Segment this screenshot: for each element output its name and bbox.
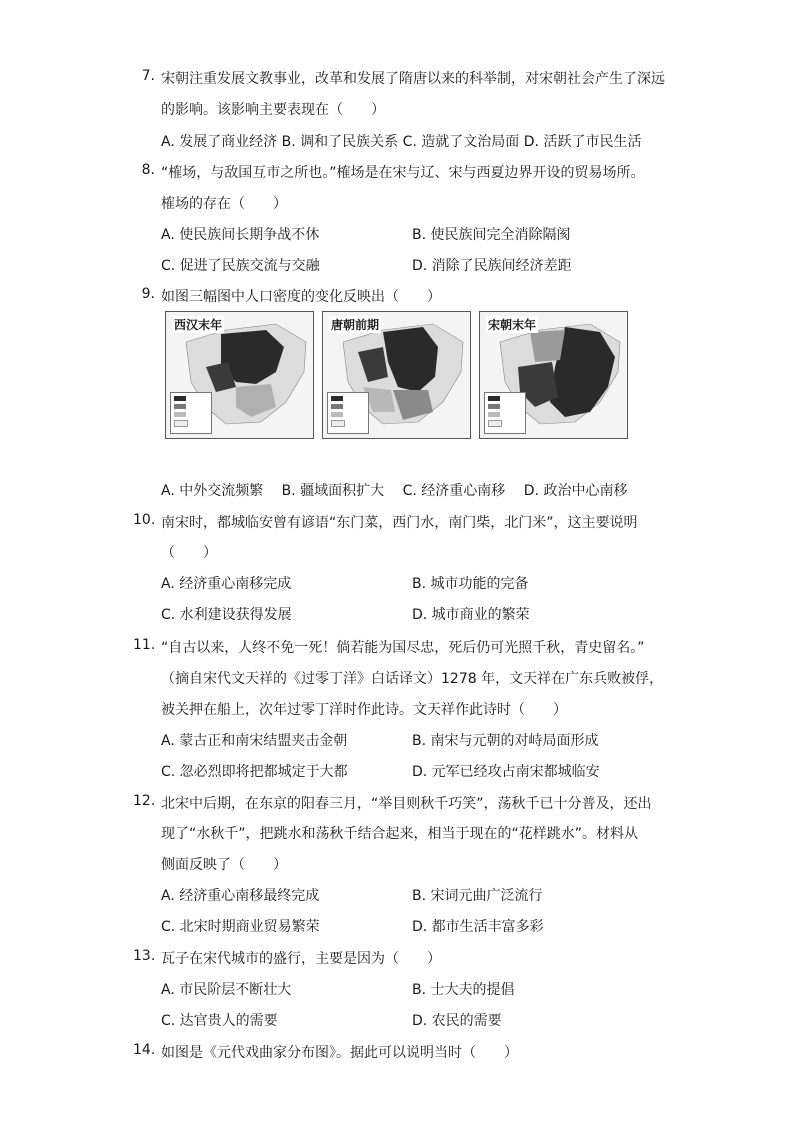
- option-b: B. 城市功能的完备: [412, 576, 529, 592]
- map-legend: [484, 392, 526, 434]
- option-a: A. 蒙古正和南宋结盟夹击金朝: [161, 733, 348, 749]
- option-a: A. 使民族间长期争战不休: [161, 227, 320, 243]
- map-title: 宋朝末年: [488, 318, 537, 332]
- population-density-maps: [165, 311, 630, 439]
- option-a: A. 市民阶层不断壮大: [161, 982, 292, 998]
- options-line: A. 中外交流频繁 B. 疆域面积扩大 C. 经济重心南移 D. 政治中心南移: [161, 483, 628, 499]
- question-number: 10.: [133, 512, 156, 528]
- question-stem: 侧面反映了（ ）: [161, 857, 287, 873]
- question-stem: 榷场的存在（ ）: [161, 196, 287, 212]
- question-stem: 现了“水秋千”，把跳水和荡秋千结合起来，相当于现在的“花样跳水”。材料从: [161, 826, 639, 842]
- map-legend: [170, 392, 212, 434]
- option-c: C. 达官贵人的需要: [161, 1013, 278, 1029]
- question-number: 8.: [141, 162, 155, 178]
- map-legend: [327, 392, 369, 434]
- question-number: 11.: [133, 637, 156, 653]
- map-western-han: [165, 311, 314, 439]
- question-number: 7.: [141, 68, 155, 84]
- option-d: D. 都市生活丰富多彩: [412, 919, 544, 935]
- option-d: D. 城市商业的繁荣: [412, 607, 530, 623]
- question-stem: 被关押在船上，次年过零丁洋时作此诗。文天祥作此诗时（ ）: [161, 702, 567, 718]
- question-stem: 的影响。该影响主要表现在（ ）: [161, 102, 385, 118]
- option-b: B. 使民族间完全消除隔阂: [412, 227, 571, 243]
- option-c: C. 北宋时期商业贸易繁荣: [161, 919, 320, 935]
- option-d: D. 农民的需要: [412, 1013, 502, 1029]
- map-early-tang: [322, 311, 471, 439]
- question-stem: （摘自宋代文天祥的《过零丁洋》白话译文）1278 年，文天祥在广东兵败被俘，: [161, 671, 664, 687]
- question-number: 12.: [133, 793, 156, 809]
- options-line: A. 发展了商业经济 B. 调和了民族关系 C. 造就了文治局面 D. 活跃了市民生活: [161, 134, 642, 150]
- option-a: A. 经济重心南移最终完成: [161, 888, 320, 904]
- question-stem: 南宋时，都城临安曾有谚语“东门菜，西门水，南门柴，北门米”，这主要说明: [161, 515, 638, 531]
- map-late-song: [479, 311, 628, 439]
- option-d: D. 元军已经攻占南宋都城临安: [412, 764, 600, 780]
- option-c: C. 忽必烈即将把都城定于大都: [161, 764, 348, 780]
- map-title: 唐朝前期: [331, 318, 380, 332]
- question-stem: 瓦子在宋代城市的盛行，主要是因为（ ）: [161, 951, 441, 967]
- option-b: B. 宋词元曲广泛流行: [412, 888, 543, 904]
- question-number: 13.: [133, 948, 156, 964]
- question-stem: “自古以来，人终不免一死！倘若能为国尽忠，死后仍可光照千秋，青史留名。”: [161, 640, 645, 656]
- question-stem: “榷场，与敌国互市之所也。”榷场是在宋与辽、宋与西夏边界开设的贸易场所。: [161, 165, 645, 181]
- map-title: 西汉末年: [174, 318, 223, 332]
- option-b: B. 南宋与元朝的对峙局面形成: [412, 733, 599, 749]
- option-c: C. 促进了民族交流与交融: [161, 258, 320, 274]
- question-stem: 如图三幅图中人口密度的变化反映出（ ）: [161, 289, 441, 305]
- question-number: 14.: [133, 1042, 156, 1058]
- option-a: A. 经济重心南移完成: [161, 576, 292, 592]
- question-stem: 宋朝注重发展文教事业，改革和发展了隋唐以来的科举制，对宋朝社会产生了深远: [161, 71, 665, 87]
- option-c: C. 水利建设获得发展: [161, 607, 292, 623]
- question-stem: 北宋中后期，在东京的阳春三月，“举目则秋千巧笑”，荡秋千已十分普及，还出: [161, 796, 652, 812]
- question-stem: （ ）: [161, 545, 217, 561]
- question-number: 9.: [141, 286, 155, 302]
- option-d: D. 消除了民族间经济差距: [412, 258, 572, 274]
- option-b: B. 士大夫的提倡: [412, 982, 515, 998]
- question-stem: 如图是《元代戏曲家分布图》。据此可以说明当时（ ）: [161, 1045, 518, 1061]
